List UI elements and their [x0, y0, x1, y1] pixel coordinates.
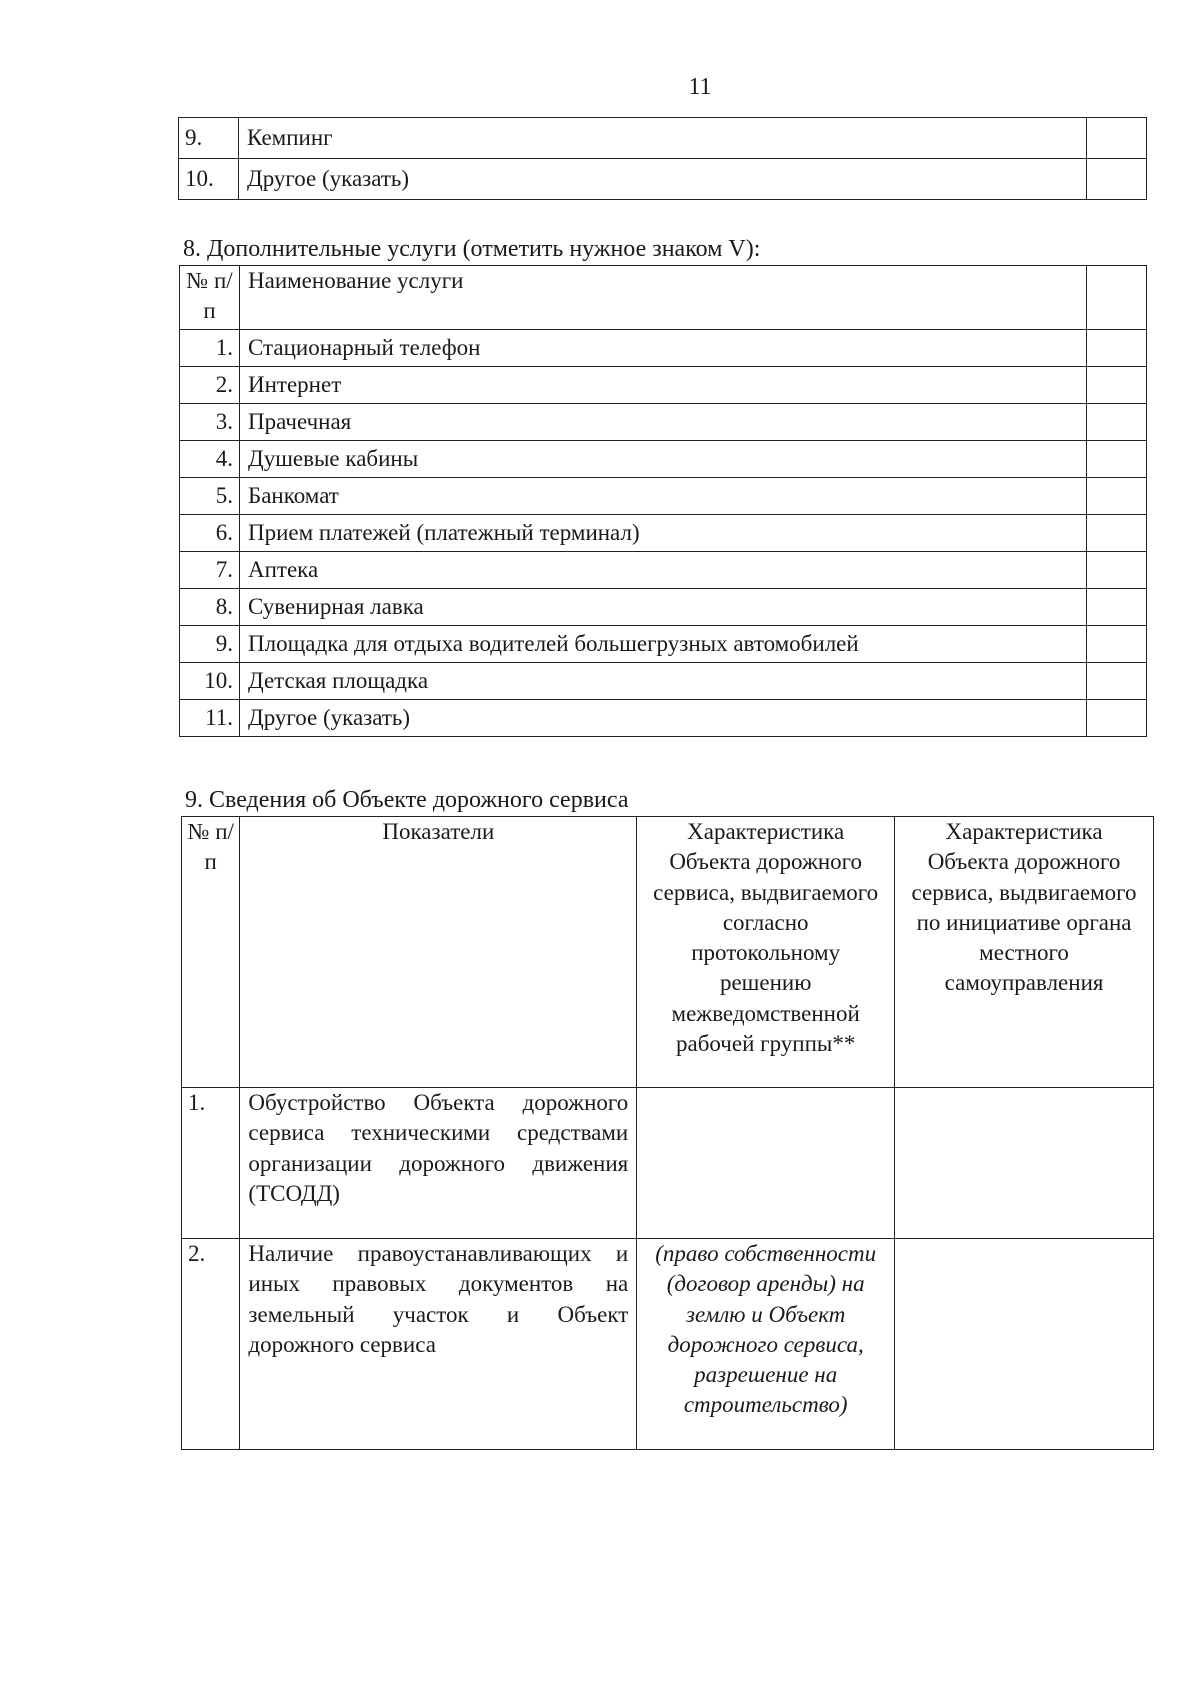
row-number: 1. — [180, 330, 240, 367]
row-label: Прием платежей (платежный терминал) — [240, 515, 1087, 552]
table-header-row — [180, 266, 1147, 330]
checkbox-cell[interactable] — [1087, 589, 1147, 626]
row-number: 2. — [182, 1239, 240, 1450]
header-service-name: Наименование услуги — [240, 266, 1087, 330]
table-row — [180, 663, 1147, 700]
table-row — [180, 330, 1147, 367]
row-label: Другое (указать) — [240, 700, 1087, 737]
section-8-title: 8. Дополнительные услуги (отметить нужное знаком V): — [183, 236, 761, 262]
section-9-title: 9. Сведения об Объекте дорожного сервиса — [185, 787, 629, 813]
row-label: Аптека — [240, 552, 1087, 589]
table-row — [180, 404, 1147, 441]
row-number: 6. — [180, 515, 240, 552]
row-label: Душевые кабины — [240, 441, 1087, 478]
row-number: 4. — [180, 441, 240, 478]
header-number: № п/п — [182, 817, 240, 1088]
row-indicator: Наличие правоустанавливающих и иных правовых документов на земельный участок и Объект дорожного сервиса — [240, 1239, 637, 1450]
checkbox-cell[interactable] — [1087, 700, 1147, 737]
checkbox-cell[interactable] — [1087, 552, 1147, 589]
checkbox-cell[interactable] — [1087, 404, 1147, 441]
table-row — [179, 159, 1147, 200]
header-mark — [1087, 266, 1147, 330]
header-char-local-government: Характеристика Объекта дорожного сервиса, выдвигаемого по инициативе органа местного самоуправления — [895, 817, 1154, 1088]
row-indicator: Обустройство Объекта дорожного сервиса техническими средствами организации дорожного движения (ТСОДД) — [240, 1088, 637, 1239]
checkbox-cell[interactable] — [1087, 441, 1147, 478]
table-row — [180, 700, 1147, 737]
previous-table-continuation — [178, 117, 1147, 200]
table-row — [180, 552, 1147, 589]
checkbox-cell[interactable] — [1087, 159, 1147, 200]
row-label: Прачечная — [240, 404, 1087, 441]
table-row — [180, 478, 1147, 515]
row-local-value[interactable] — [895, 1088, 1154, 1239]
additional-services-table — [179, 265, 1147, 737]
header-indicators: Показатели — [240, 817, 637, 1088]
header-char-working-group: Характеристика Объекта дорожного сервиса, выдвигаемого согласно протокольному решению межведомственной рабочей группы** — [637, 817, 895, 1088]
row-number: 9. — [179, 118, 239, 159]
row-number: 5. — [180, 478, 240, 515]
row-number: 3. — [180, 404, 240, 441]
row-number: 10. — [180, 663, 240, 700]
row-number: 11. — [180, 700, 240, 737]
checkbox-cell[interactable] — [1087, 515, 1147, 552]
row-label: Площадка для отдыха водителей большегрузных автомобилей — [240, 626, 1087, 663]
row-working-group-value[interactable]: (право собственности (договор аренды) на землю и Объект дорожного сервиса, разрешение на строительство) — [637, 1239, 895, 1450]
table-row — [182, 1088, 1154, 1239]
table-row — [180, 589, 1147, 626]
header-number: № п/п — [180, 266, 240, 330]
table-row — [179, 118, 1147, 159]
row-local-value[interactable] — [895, 1239, 1154, 1450]
table-row — [180, 441, 1147, 478]
row-working-group-value[interactable] — [637, 1088, 895, 1239]
row-label: Детская площадка — [240, 663, 1087, 700]
row-number: 10. — [179, 159, 239, 200]
row-label: Другое (указать) — [239, 159, 1087, 200]
page-number: 11 — [688, 74, 712, 100]
table-row — [182, 1239, 1154, 1450]
checkbox-cell[interactable] — [1087, 478, 1147, 515]
table-row — [180, 367, 1147, 404]
row-label: Сувенирная лавка — [240, 589, 1087, 626]
table-header-row — [182, 817, 1154, 1088]
checkbox-cell[interactable] — [1087, 367, 1147, 404]
row-label: Кемпинг — [239, 118, 1087, 159]
row-number: 7. — [180, 552, 240, 589]
checkbox-cell[interactable] — [1087, 118, 1147, 159]
row-number: 2. — [180, 367, 240, 404]
row-label: Интернет — [240, 367, 1087, 404]
checkbox-cell[interactable] — [1087, 626, 1147, 663]
row-number: 8. — [180, 589, 240, 626]
row-label: Банкомат — [240, 478, 1087, 515]
checkbox-cell[interactable] — [1087, 330, 1147, 367]
table-row — [180, 515, 1147, 552]
row-number: 9. — [180, 626, 240, 663]
row-number: 1. — [182, 1088, 240, 1239]
row-label: Стационарный телефон — [240, 330, 1087, 367]
table-row — [180, 626, 1147, 663]
service-object-info-table — [181, 816, 1154, 1450]
checkbox-cell[interactable] — [1087, 663, 1147, 700]
